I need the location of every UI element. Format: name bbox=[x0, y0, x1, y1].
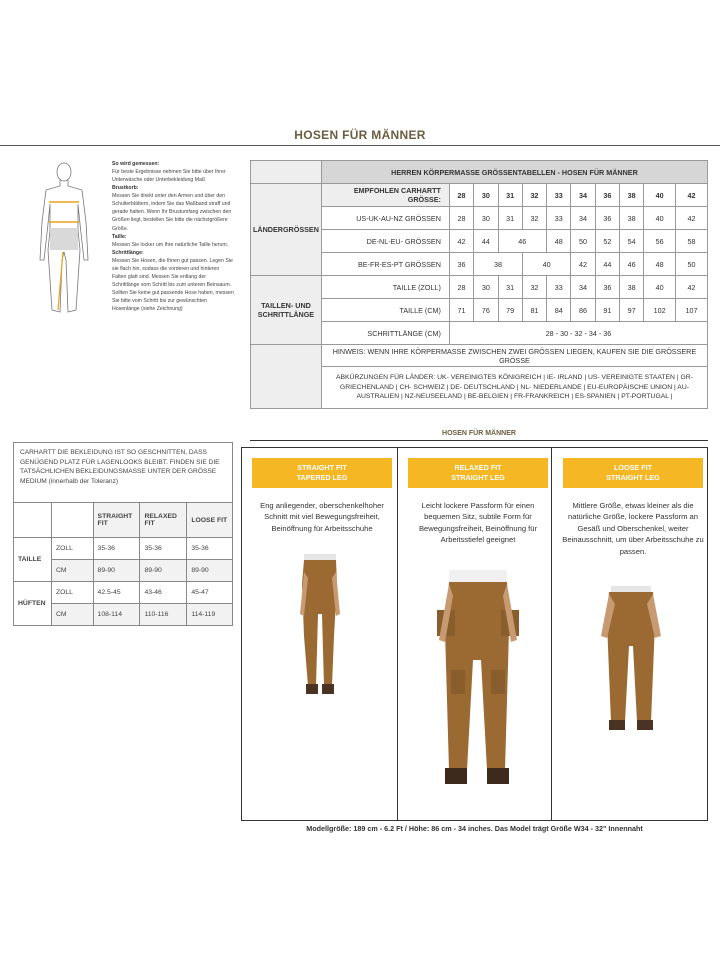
fit-column-loose bbox=[553, 448, 708, 820]
fit-cell: 89-90 bbox=[93, 560, 140, 582]
be-size-cell: 40 bbox=[522, 253, 571, 276]
us-size-cell: 40 bbox=[644, 207, 676, 230]
waist-inch-cell: 28 bbox=[449, 276, 473, 299]
waist-group: TAILLE bbox=[14, 538, 52, 582]
inseam-heading: Schrittlänge: bbox=[112, 249, 144, 256]
waist-inch-cell: 34 bbox=[571, 276, 595, 299]
unit-label: ZOLL bbox=[51, 582, 93, 604]
size-hint: HINWEIS: WENN IHRE KÖRPERMASSE ZWISCHEN ZWEI GRÖSSEN LIEGEN, KAUFEN SIE DIE GRÖSSERE GRÖSSE bbox=[321, 345, 707, 367]
us-size-cell: 33 bbox=[547, 207, 571, 230]
model-straight-fit-image bbox=[290, 554, 350, 704]
waist-inch-cell: 36 bbox=[595, 276, 619, 299]
be-size-cell: 44 bbox=[595, 253, 619, 276]
size-cell: 38 bbox=[619, 184, 643, 207]
be-size-cell: 36 bbox=[449, 253, 473, 276]
inseam-label: SCHRITTLÄNGE (CM) bbox=[321, 322, 449, 345]
waist-inch-cell: 30 bbox=[474, 276, 498, 299]
waist-inch-label: TAILLE (ZOLL) bbox=[321, 276, 449, 299]
de-size-cell: 44 bbox=[474, 230, 498, 253]
us-size-cell: 31 bbox=[498, 207, 522, 230]
de-size-cell: 50 bbox=[571, 230, 595, 253]
body-measurement-figure bbox=[36, 160, 92, 325]
waist-cm-cell: 81 bbox=[522, 299, 546, 322]
be-size-cell: 50 bbox=[676, 253, 708, 276]
fit-cell: 35-36 bbox=[93, 538, 140, 560]
unit-label: CM bbox=[51, 560, 93, 582]
waist-inch-cell: 32 bbox=[522, 276, 546, 299]
waist-cm-cell: 107 bbox=[676, 299, 708, 322]
waist-cm-cell: 71 bbox=[449, 299, 473, 322]
waist-text: Messen Sie locker um Ihre natürliche Taille herum. bbox=[112, 241, 229, 248]
size-cell: 42 bbox=[676, 184, 708, 207]
waist-cm-cell: 76 bbox=[474, 299, 498, 322]
fit-cell: 108-114 bbox=[93, 604, 140, 626]
unit-label: ZOLL bbox=[51, 538, 93, 560]
be-size-cell: 38 bbox=[474, 253, 523, 276]
size-table-title: HERREN KÖRPERMASSE GRÖSSENTABELLEN - HOSEN FÜR MÄNNER bbox=[321, 161, 707, 184]
us-size-cell: 42 bbox=[676, 207, 708, 230]
us-size-cell: 36 bbox=[595, 207, 619, 230]
us-size-cell: 28 bbox=[449, 207, 473, 230]
de-size-cell: 58 bbox=[676, 230, 708, 253]
de-size-cell: 54 bbox=[619, 230, 643, 253]
waist-cm-cell: 86 bbox=[571, 299, 595, 322]
size-cell: 40 bbox=[644, 184, 676, 207]
measuring-instructions bbox=[112, 160, 234, 313]
inseam-text: Messen Sie Hosen, die Ihnen gut passen. Legen Sie sie flach hin, sodass die vorderen und hinteren Falten glatt sind. Messen Sie entlang der Schrittlänge vom Schritt bis zum unteren Beinsaum. Sollten Sie keine gut passende Hose haben, messen Sie bitte vom Schritt bis zur gewünschten Hosenlänge (siehe Zeichnung) bbox=[112, 257, 234, 313]
fit-cell: 114-119 bbox=[187, 604, 233, 626]
fit-badge bbox=[408, 458, 548, 488]
be-size-cell: 46 bbox=[619, 253, 643, 276]
fit-header: STRAIGHT FIT bbox=[93, 503, 140, 538]
fit-cell: 110-116 bbox=[140, 604, 187, 626]
fit-intro-text: CARHARTT DIE BEKLEIDUNG IST SO GESCHNITTEN, DASS GENÜGEND PLATZ FÜR LAGENLOOKS BLEIBT. FINDEN SIE DIE TATSÄCHLICHEN BEKLEIDUNGSMASSE UNTER DER GRÖSSE MEDIUM (innerhalb der Toleranz) bbox=[13, 442, 233, 502]
page-title: HOSEN FÜR MÄNNER bbox=[294, 128, 426, 142]
section-title: HOSEN FÜR MÄNNER bbox=[442, 430, 516, 437]
fit-subtitle: STRAIGHT LEG bbox=[606, 473, 660, 483]
be-size-cell: 42 bbox=[571, 253, 595, 276]
fit-header: RELAXED FIT bbox=[140, 503, 187, 538]
country-abbreviations: ABKÜRZUNGEN FÜR LÄNDER: UK- VEREINIGTES KÖNIGREICH | IE- IRLAND | US- VEREINIGTE STAATEN | GR- GRIECHENLAND | CH- SCHWEIZ | DE- DEUTSCHLAND | NL- NIEDERLANDE | EU-EUROPÄISCHE UNION | AU-AUSTRALIEN | NZ-NEUSEELAND | BE-BELGIEN | FR-FRANKREICH | ES-SPANIEN | PT-PORTUGAL | bbox=[321, 367, 707, 409]
waist-inch-cell: 42 bbox=[676, 276, 708, 299]
fit-cell: 35-36 bbox=[140, 538, 187, 560]
model-loose-fit-image bbox=[593, 586, 669, 736]
waist-inch-cell: 33 bbox=[547, 276, 571, 299]
size-cell: 34 bbox=[571, 184, 595, 207]
country-group-label: LÄNDERGRÖSSEN bbox=[251, 184, 322, 276]
fit-header: LOOSE FIT bbox=[187, 503, 233, 538]
fit-title: LOOSE FIT bbox=[614, 463, 652, 472]
fit-cell: 43-46 bbox=[140, 582, 187, 604]
us-size-cell: 32 bbox=[522, 207, 546, 230]
fit-cell: 42.5-45 bbox=[93, 582, 140, 604]
be-size-cell: 48 bbox=[644, 253, 676, 276]
fit-column-straight bbox=[242, 448, 397, 820]
recommended-label: EMPFOHLEN CARHARTT GRÖSSE: bbox=[321, 184, 449, 207]
fit-measure-table bbox=[13, 502, 233, 626]
de-size-cell: 46 bbox=[498, 230, 547, 253]
waist-cm-cell: 84 bbox=[547, 299, 571, 322]
model-caption: Modellgröße: 189 cm - 6.2 Ft / Höhe: 86 cm - 34 inches. Das Model trägt Größe W34 - 32" Innennaht bbox=[306, 824, 643, 833]
fit-cell: 89-90 bbox=[187, 560, 233, 582]
fit-cell: 35-36 bbox=[187, 538, 233, 560]
hips-group: HÜFTEN bbox=[14, 582, 52, 626]
fit-cell: 45-47 bbox=[187, 582, 233, 604]
waist-cm-cell: 102 bbox=[644, 299, 676, 322]
chest-text: Messen Sie direkt unter den Armen und über den Schulterblättern, indem Sie das Maßband straff und gerade halten. Wenn Ihr Brustumfang zwischen den Größen liegt, bestellen Sie bitte die nächstgrößere Größe. bbox=[112, 193, 232, 232]
fit-description: Leicht lockere Passform für einen bequemen Sitz, subtile Form für Bewegungsfreiheit, Beinöffnung für Arbeitsstiefel geeignet bbox=[418, 501, 538, 545]
fit-badge bbox=[252, 458, 392, 488]
model-relaxed-fit-image bbox=[423, 570, 531, 798]
size-cell: 33 bbox=[547, 184, 571, 207]
fit-title: RELAXED FIT bbox=[454, 463, 502, 472]
size-cell: 28 bbox=[449, 184, 473, 207]
us-size-cell: 38 bbox=[619, 207, 643, 230]
instructions-intro: Für beste Ergebnisse nehmen Sie bitte über Ihrer Unterwäsche oder Unterbekleidung Maß bbox=[112, 169, 226, 184]
de-size-cell: 52 bbox=[595, 230, 619, 253]
waist-cm-cell: 91 bbox=[595, 299, 619, 322]
waist-cm-cell: 79 bbox=[498, 299, 522, 322]
fit-column-relaxed bbox=[397, 448, 552, 820]
instructions-heading: So wird gemessen: bbox=[112, 161, 160, 167]
size-table bbox=[250, 160, 708, 409]
section-divider bbox=[250, 440, 708, 441]
us-size-cell: 30 bbox=[474, 207, 498, 230]
fit-subtitle: TAPERED LEG bbox=[296, 473, 348, 483]
de-size-cell: 42 bbox=[449, 230, 473, 253]
de-size-cell: 48 bbox=[547, 230, 571, 253]
size-cell: 32 bbox=[522, 184, 546, 207]
be-size-label: BE-FR-ES-PT GRÖSSEN bbox=[321, 253, 449, 276]
fit-cell: 89-90 bbox=[140, 560, 187, 582]
us-size-label: US-UK-AU-NZ GRÖSSEN bbox=[321, 207, 449, 230]
measure-group-label: TAILLEN- UND SCHRITTLÄNGE bbox=[251, 276, 322, 345]
fit-panel bbox=[241, 447, 708, 821]
fit-description: Mittlere Größe, etwas kleiner als die natürliche Größe, lockere Passform an Gesäß und Oberschenkel, weiter Beinausschnitt, um über Arbeitsschuhe zu passen. bbox=[562, 501, 704, 556]
waist-inch-cell: 40 bbox=[644, 276, 676, 299]
chest-heading: Brustkorb: bbox=[112, 185, 139, 192]
fit-description: Eng anliegender, oberschenkelhoher Schnitt mit viel Bewegungsfreiheit, Beinöffnung für Arbeitsschuhe bbox=[260, 501, 384, 533]
size-cell: 31 bbox=[498, 184, 522, 207]
fit-title: STRAIGHT FIT bbox=[297, 463, 347, 472]
size-cell: 30 bbox=[474, 184, 498, 207]
waist-cm-cell: 97 bbox=[619, 299, 643, 322]
us-size-cell: 34 bbox=[571, 207, 595, 230]
de-size-label: DE-NL-EU- GRÖSSEN bbox=[321, 230, 449, 253]
size-cell: 36 bbox=[595, 184, 619, 207]
de-size-cell: 56 bbox=[644, 230, 676, 253]
waist-cm-label: TAILLE (CM) bbox=[321, 299, 449, 322]
waist-heading: Taille: bbox=[112, 233, 127, 240]
waist-inch-cell: 38 bbox=[619, 276, 643, 299]
inseam-values: 28 - 30 - 32 - 34 - 36 bbox=[449, 322, 707, 345]
title-divider bbox=[0, 145, 720, 146]
unit-label: CM bbox=[51, 604, 93, 626]
waist-inch-cell: 31 bbox=[498, 276, 522, 299]
fit-subtitle: STRAIGHT LEG bbox=[451, 473, 505, 483]
fit-badge bbox=[563, 458, 703, 488]
